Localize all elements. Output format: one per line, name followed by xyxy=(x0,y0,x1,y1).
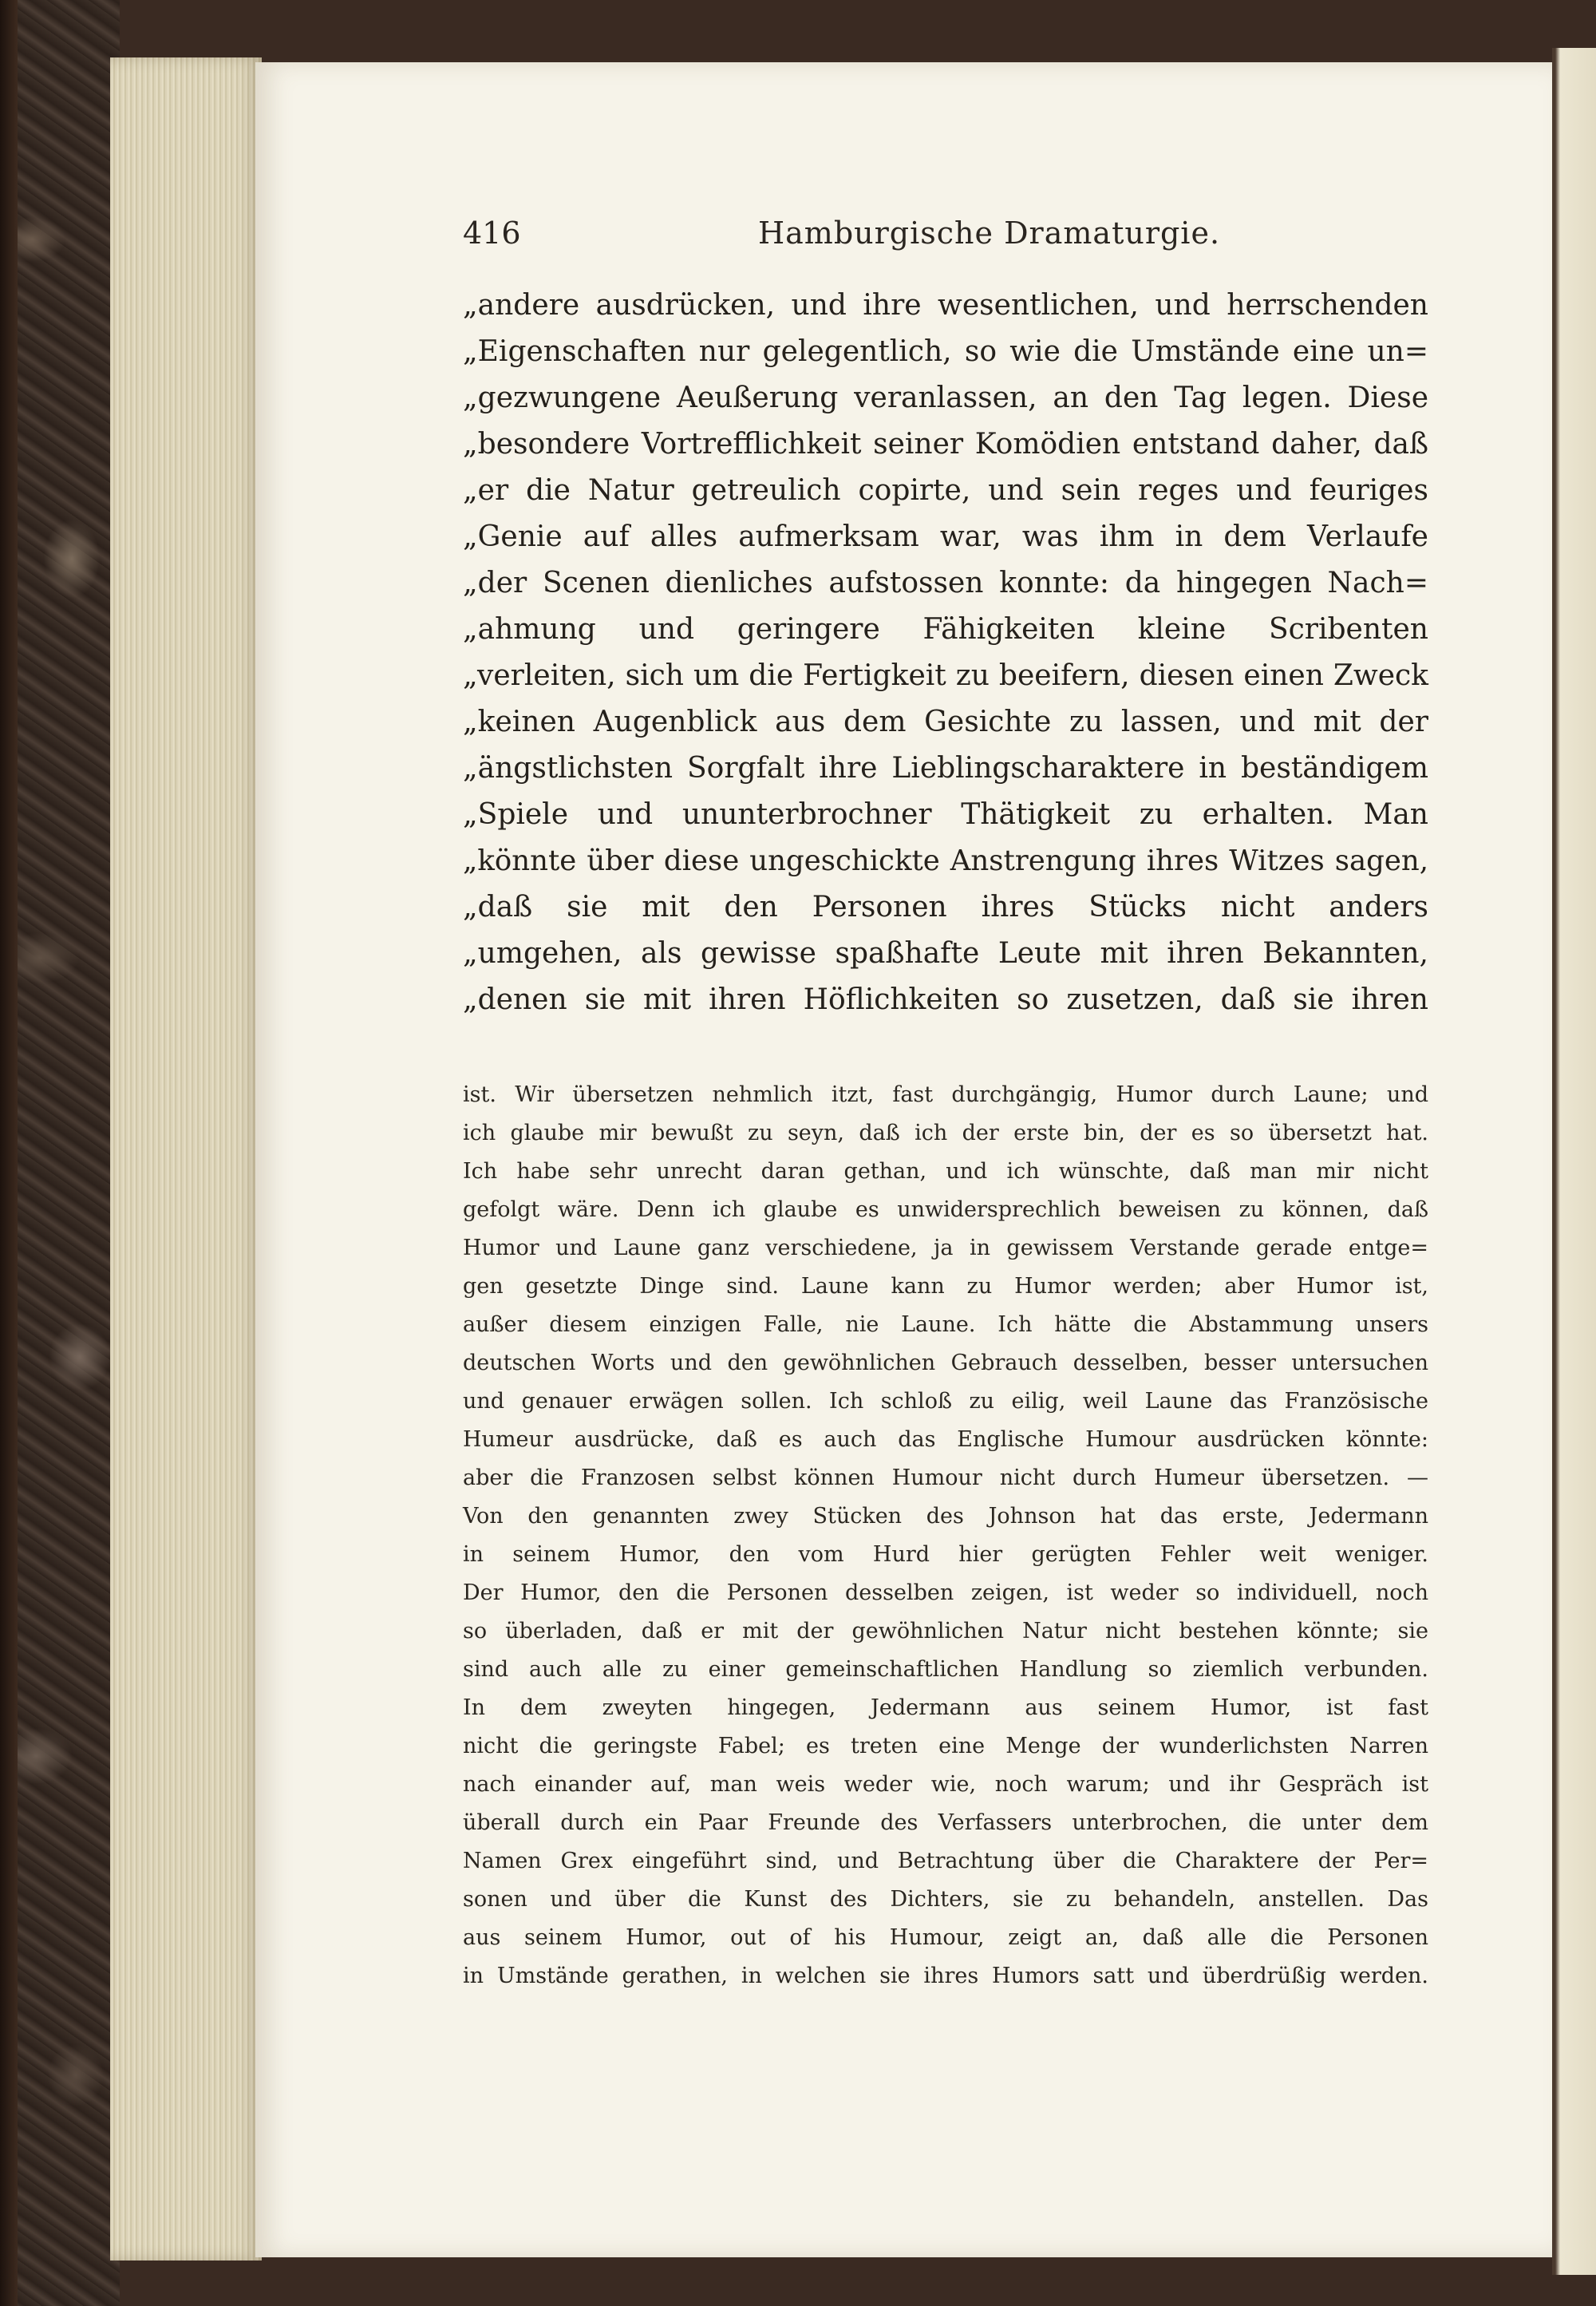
footnote-line: Von den genannten zwey Stücken des Johnson hat das erste, Jedermann xyxy=(463,1504,1428,1529)
page-edges xyxy=(110,57,262,2261)
footnote-line: ich glaube mir bewußt zu seyn, daß ich der erste bin, der es so übersetzt hat. xyxy=(463,1121,1428,1145)
body-line: „Eigenschaften nur gelegentlich, so wie die Umstände eine un= xyxy=(463,335,1428,368)
footnote-line: Der Humor, den die Personen desselben zeigen, ist weder so individuell, noch xyxy=(463,1580,1428,1605)
footnote-line: In dem zweyten hingegen, Jedermann aus seinem Humor, ist fast xyxy=(463,1695,1428,1720)
footnote-line: sonen und über die Kunst des Dichters, sie zu behandeln, anstellen. Das xyxy=(463,1887,1428,1912)
footnote-line: in seinem Humor, den vom Hurd hier gerügten Fehler weit weniger. xyxy=(463,1542,1428,1567)
body-line: „Genie auf alles aufmerksam war, was ihm in dem Verlaufe xyxy=(463,520,1428,553)
body-line: „ahmung und geringere Fähigkeiten kleine Scribenten xyxy=(463,613,1428,646)
footnote-line: aber die Franzosen selbst können Humour nicht durch Humeur übersetzen. — xyxy=(463,1465,1428,1490)
footnote-line: außer diesem einzigen Falle, nie Laune. Ich hätte die Abstammung unsers xyxy=(463,1312,1428,1337)
body-line: „der Scenen dienliches aufstossen konnte: da hingegen Nach= xyxy=(463,567,1428,599)
page-header xyxy=(463,216,1428,255)
footnote-line: nicht die geringste Fabel; es treten eine Menge der wunderlichsten Narren xyxy=(463,1734,1428,1758)
body-line: „verleiten, sich um die Fertigkeit zu beeifern, diesen einen Zweck xyxy=(463,659,1428,692)
footnote-line: nach einander auf, man weis weder wie, noch warum; und ihr Gespräch ist xyxy=(463,1772,1428,1797)
facing-page-edge xyxy=(1552,48,1596,2275)
body-line: „denen sie mit ihren Höflichkeiten so zusetzen, daß sie ihren xyxy=(463,983,1428,1016)
footnote-line: gefolgt wäre. Denn ich glaube es unwidersprechlich beweisen zu können, daß xyxy=(463,1197,1428,1222)
body-line: „er die Natur getreulich copirte, und sein reges und feuriges xyxy=(463,474,1428,507)
footnote-line: so überladen, daß er mit der gewöhnlichen Natur nicht bestehen könnte; sie xyxy=(463,1619,1428,1643)
footnote-line: Namen Grex eingeführt sind, und Betrachtung über die Charaktere der Per= xyxy=(463,1849,1428,1873)
footnote-line: überall durch ein Paar Freunde des Verfassers unterbrochen, die unter dem xyxy=(463,1810,1428,1835)
footnote-line: Ich habe sehr unrecht daran gethan, und ich wünschte, daß man mir nicht xyxy=(463,1159,1428,1184)
page-number: 416 xyxy=(463,216,521,251)
footnote-line: und genauer erwägen sollen. Ich schloß zu eilig, weil Laune das Französische xyxy=(463,1389,1428,1414)
footnote-line: ist. Wir übersetzen nehmlich itzt, fast durchgängig, Humor durch Laune; und xyxy=(463,1082,1428,1107)
book-cover-marbled xyxy=(0,0,120,2306)
footnote-line: Humor und Laune ganz verschiedene, ja in gewissem Verstande gerade entge= xyxy=(463,1236,1428,1260)
footnote-line: deutschen Worts und den gewöhnlichen Gebrauch desselben, besser untersuchen xyxy=(463,1351,1428,1375)
book-cover-edge xyxy=(0,0,18,2306)
body-line: „könnte über diese ungeschickte Anstrengung ihres Witzes sagen, xyxy=(463,844,1428,877)
body-line: „keinen Augenblick aus dem Gesichte zu lassen, und mit der xyxy=(463,706,1428,738)
footnote-line: in Umstände gerathen, in welchen sie ihres Humors satt und überdrüßig werden. xyxy=(463,1964,1428,1988)
body-line: „ängstlichsten Sorgfalt ihre Lieblingscharaktere in beständigem xyxy=(463,752,1428,785)
running-title: Hamburgische Dramaturgie. xyxy=(758,216,1221,251)
body-line: „umgehen, als gewisse spaßhafte Leute mit ihren Bekannten, xyxy=(463,937,1428,970)
body-line: „gezwungene Aeußerung veranlassen, an den Tag legen. Diese xyxy=(463,382,1428,414)
footnote-line: Humeur ausdrücke, daß es auch das Englische Humour ausdrücken könnte: xyxy=(463,1427,1428,1452)
body-line: „Spiele und ununterbrochner Thätigkeit zu erhalten. Man xyxy=(463,798,1428,831)
body-line: „daß sie mit den Personen ihres Stücks nicht anders xyxy=(463,891,1428,924)
footnote-line: sind auch alle zu einer gemeinschaftlichen Handlung so ziemlich verbunden. xyxy=(463,1657,1428,1682)
body-line: „besondere Vortrefflichkeit seiner Komödien entstand daher, daß xyxy=(463,428,1428,461)
footnote-line: aus seinem Humor, out of his Humour, zeigt an, daß alle die Personen xyxy=(463,1925,1428,1950)
footnote-line: gen gesetzte Dinge sind. Laune kann zu Humor werden; aber Humor ist, xyxy=(463,1274,1428,1299)
body-line: „andere ausdrücken, und ihre wesentlichen, und herrschenden xyxy=(463,289,1428,322)
